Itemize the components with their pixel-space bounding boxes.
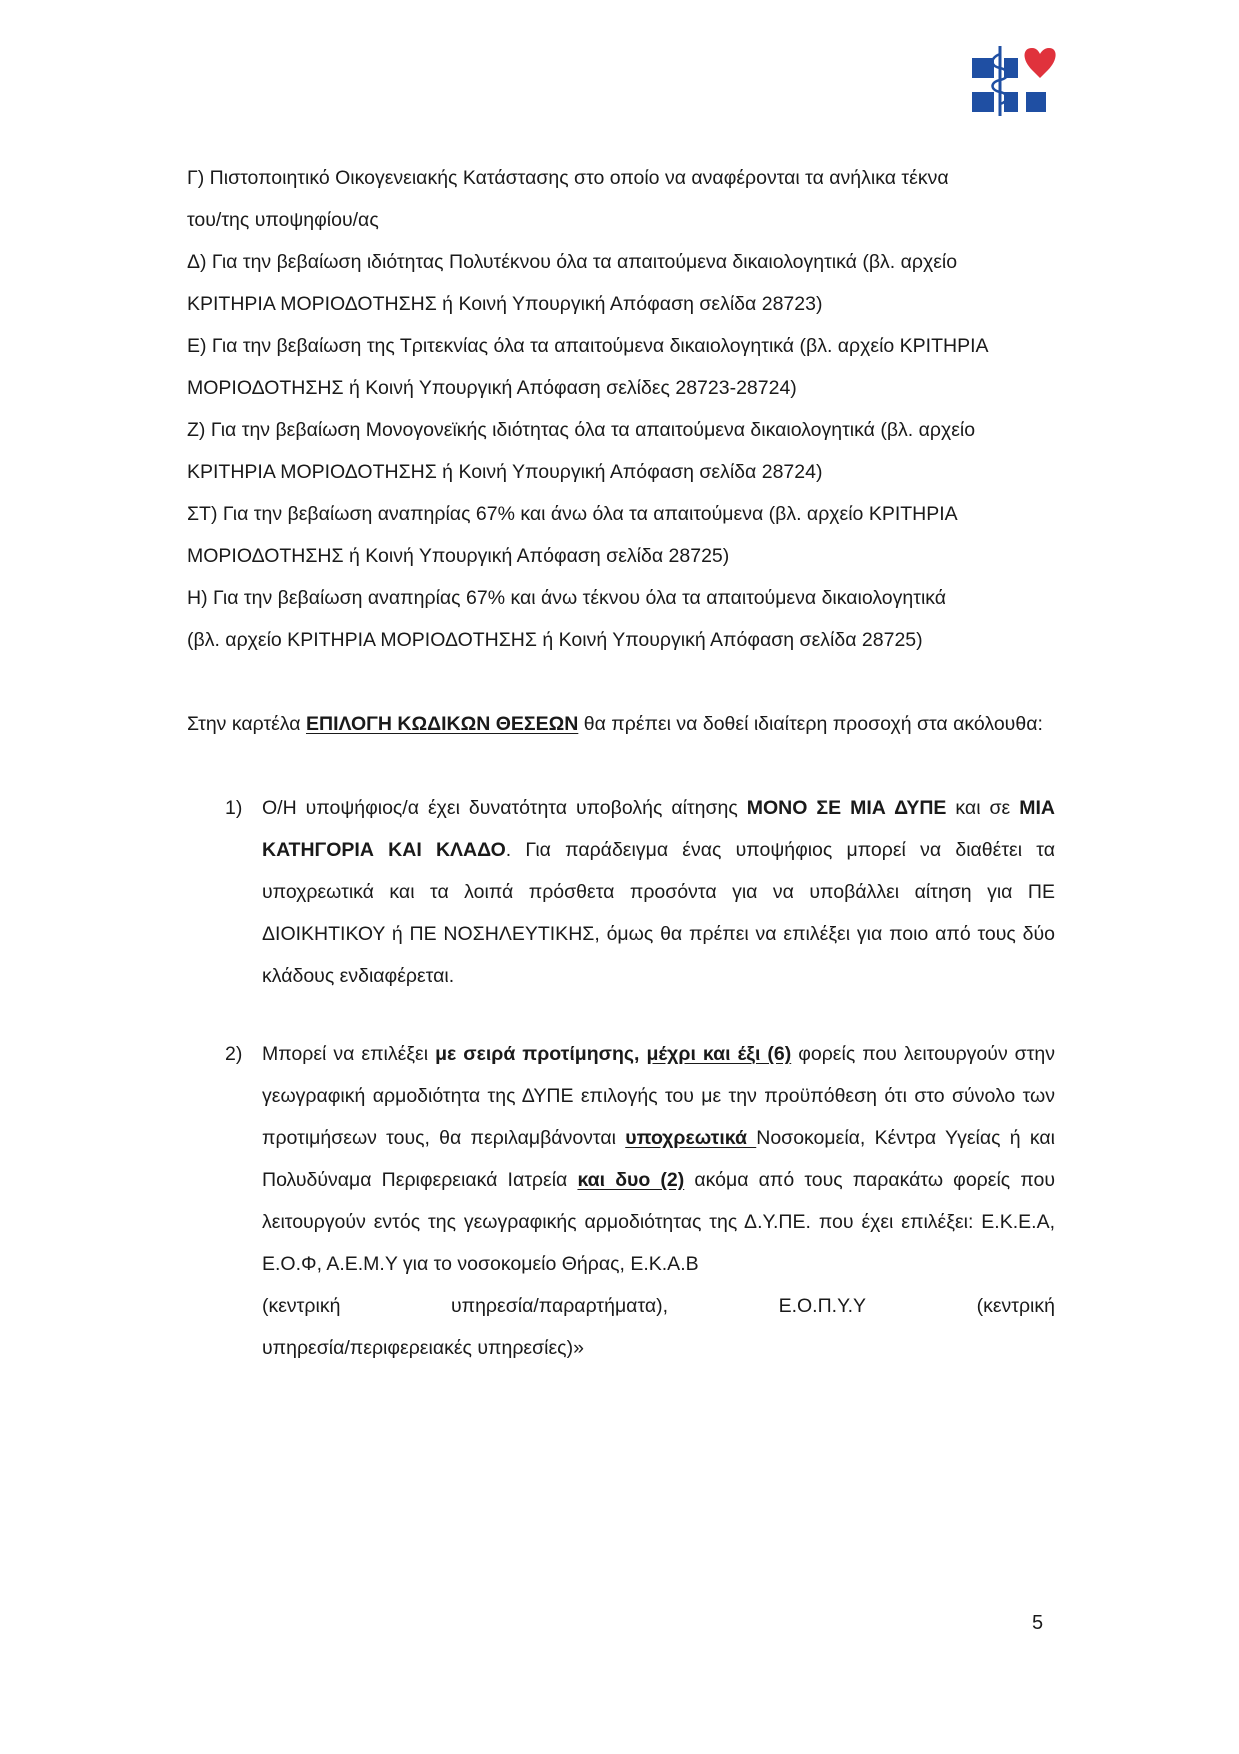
paragraph-st	[187, 493, 1055, 577]
list-item-1-text	[262, 787, 1055, 997]
paragraph-g-line2: του/της υποψηφίου/ας	[187, 209, 379, 231]
paragraph-st-line2: ΜΟΡΙΟΔΟΤΗΣΗΣ ή Κοινή Υπουργική Απόφαση σελίδα 28725)	[187, 545, 730, 567]
paragraph-z-line1: Ζ) Για την βεβαίωση Μονογονεϊκής ιδιότητας όλα τα απαιτούμενα δικαιολογητικά (βλ. αρχείο	[187, 419, 976, 441]
paragraph-h	[187, 577, 1055, 661]
document-body	[187, 157, 1055, 1369]
list-item-number: 1)	[225, 797, 243, 819]
intro-text-post: θα πρέπει να δοθεί ιδιαίτερη προσοχή στα ακόλουθα:	[578, 713, 1043, 735]
ministry-of-health-logo	[970, 44, 1060, 128]
paragraph-z	[187, 409, 1055, 493]
list-item-1	[187, 787, 1055, 997]
bold-and-two: και δυο (2)	[577, 1169, 685, 1191]
paragraph-h-line1: Η) Για την βεβαίωση αναπηρίας 67% και άνω τέκνου όλα τα απαιτούμενα δικαιολογητικά	[187, 587, 947, 609]
list-item-number: 2)	[225, 1043, 243, 1065]
paragraph-g	[187, 157, 1055, 241]
bold-one-category: ΜΙΑ ΚΑΤΗΓΟΡΙΑ ΚΑΙ ΚΛΑΔΟ	[262, 797, 1055, 861]
bold-one-dype: ΜΟΝΟ ΣΕ ΜΙΑ ΔΥΠΕ	[746, 797, 947, 819]
list-item-2-text	[262, 1033, 1055, 1285]
paragraph-z-line2: ΚΡΙΤΗΡΙΑ ΜΟΡΙΟΔΟΤΗΣΗΣ ή Κοινή Υπουργική Απόφαση σελίδα 28724)	[187, 461, 823, 483]
paragraph-d	[187, 241, 1055, 325]
paragraph-g-line1: Γ) Πιστοποιητικό Οικογενειακής Κατάστασης στο οποίο να αναφέρονται τα ανήλικα τέκνα	[187, 167, 949, 189]
spread-word: (κεντρική	[976, 1295, 1055, 1317]
spread-word: (κεντρική	[262, 1295, 341, 1317]
bold-mandatory: υποχρεωτικά	[625, 1127, 757, 1149]
logo-block-top-mid	[1004, 58, 1018, 78]
list-item-2-text-part: Νοσοκομεία, Κέντρα Υγείας ή και Πολυδύναμα Περιφερειακά Ιατρεία	[262, 1127, 1056, 1191]
intro-paragraph	[187, 703, 1055, 745]
spread-word: Ε.Ο.Π.Υ.Υ	[778, 1295, 867, 1317]
list-item-1-text-part: και σε	[946, 797, 1020, 819]
paragraph-h-line2: (βλ. αρχείο ΚΡΙΤΗΡΙΑ ΜΟΡΙΟΔΟΤΗΣΗΣ ή Κοινή Υπουργική Απόφαση σελίδα 28725)	[187, 629, 923, 651]
paragraph-st-line1: ΣΤ) Για την βεβαίωση αναπηρίας 67% και άνω όλα τα απαιτούμενα (βλ. αρχείο ΚΡΙΤΗΡΙΑ	[187, 503, 958, 525]
heart-icon	[1025, 48, 1056, 78]
list-item-2	[187, 1033, 1055, 1369]
spread-word: υπηρεσία/παραρτήματα),	[450, 1295, 669, 1317]
bold-order-of-preference: με σειρά προτίμησης,	[435, 1043, 640, 1065]
logo-block-bottom-left	[972, 92, 994, 112]
paragraph-d-line2: ΚΡΙΤΗΡΙΑ ΜΟΡΙΟΔΟΤΗΣΗΣ ή Κοινή Υπουργική Απόφαση σελίδα 28723)	[187, 293, 823, 315]
intro-text-pre: Στην καρτέλα	[187, 713, 306, 735]
paragraph-e-line1: Ε) Για την βεβαίωση της Τριτεκνίας όλα τα απαιτούμενα δικαιολογητικά (βλ. αρχείο ΚΡΙΤΗΡΙΑ	[187, 335, 989, 357]
paragraph-d-line1: Δ) Για την βεβαίωση ιδιότητας Πολυτέκνου όλα τα απαιτούμενα δικαιολογητικά (βλ. αρχείο	[187, 251, 958, 273]
paragraph-e	[187, 325, 1055, 409]
list-item-2-text-part: ακόμα από τους παρακάτω φορείς που λειτουργούν εντός της γεωγραφικής αρμοδιότητας της Δ.Υ.ΠΕ. που έχει επιλέξει: Ε.Κ.Ε.Α, Ε.Ο.Φ, Α.Ε.Μ.Υ για το νοσοκομείο Θήρας, Ε.Κ.Α.Β	[262, 1169, 1056, 1275]
list-item-1-text-part: . Για παράδειγμα ένας υποψήφιος μπορεί να διαθέτει τα υποχρεωτικά και τα λοιπά πρόσθετα προσόντα για να υποβάλλει αίτηση για ΠΕ ΔΙΟΙΚΗΤΙΚΟΥ ή ΠΕ ΝΟΣΗΛΕΥΤΙΚΗΣ, όμως θα πρέπει να επιλέξει για ποιο από τους δύο κλάδους ενδιαφέρεται.	[262, 839, 1055, 987]
logo-block-bottom-right	[1026, 92, 1046, 112]
bold-up-to-six: μέχρι και έξι (6)	[646, 1043, 792, 1065]
list-item-2-text-part: φορείς που λειτουργούν στην γεωγραφική αρμοδιότητα της ΔΥΠΕ επιλογής του με την προϋπόθεση ότι στο σύνολο των προτιμήσεων τους, θα περιλαμβάνονται	[262, 1043, 1056, 1149]
list-item-2-text-part: Μπορεί να επιλέξει	[262, 1043, 436, 1065]
logo-block-top-left	[972, 58, 994, 78]
list-item-2-last-line: υπηρεσία/περιφερειακές υπηρεσίες)»	[262, 1337, 584, 1359]
tab-name-emphasis: ΕΠΙΛΟΓΗ ΚΩΔΙΚΩΝ ΘΕΣΕΩΝ	[305, 713, 579, 735]
paragraph-e-line2: ΜΟΡΙΟΔΟΤΗΣΗΣ ή Κοινή Υπουργική Απόφαση σελίδες 28723-28724)	[187, 377, 797, 399]
list-item-1-text-part: Ο/Η υποψήφιος/α έχει δυνατότητα υποβολής αίτησης	[262, 797, 747, 819]
page-number: 5	[1032, 1612, 1044, 1634]
list-item-2-spread-line	[262, 1285, 1055, 1327]
